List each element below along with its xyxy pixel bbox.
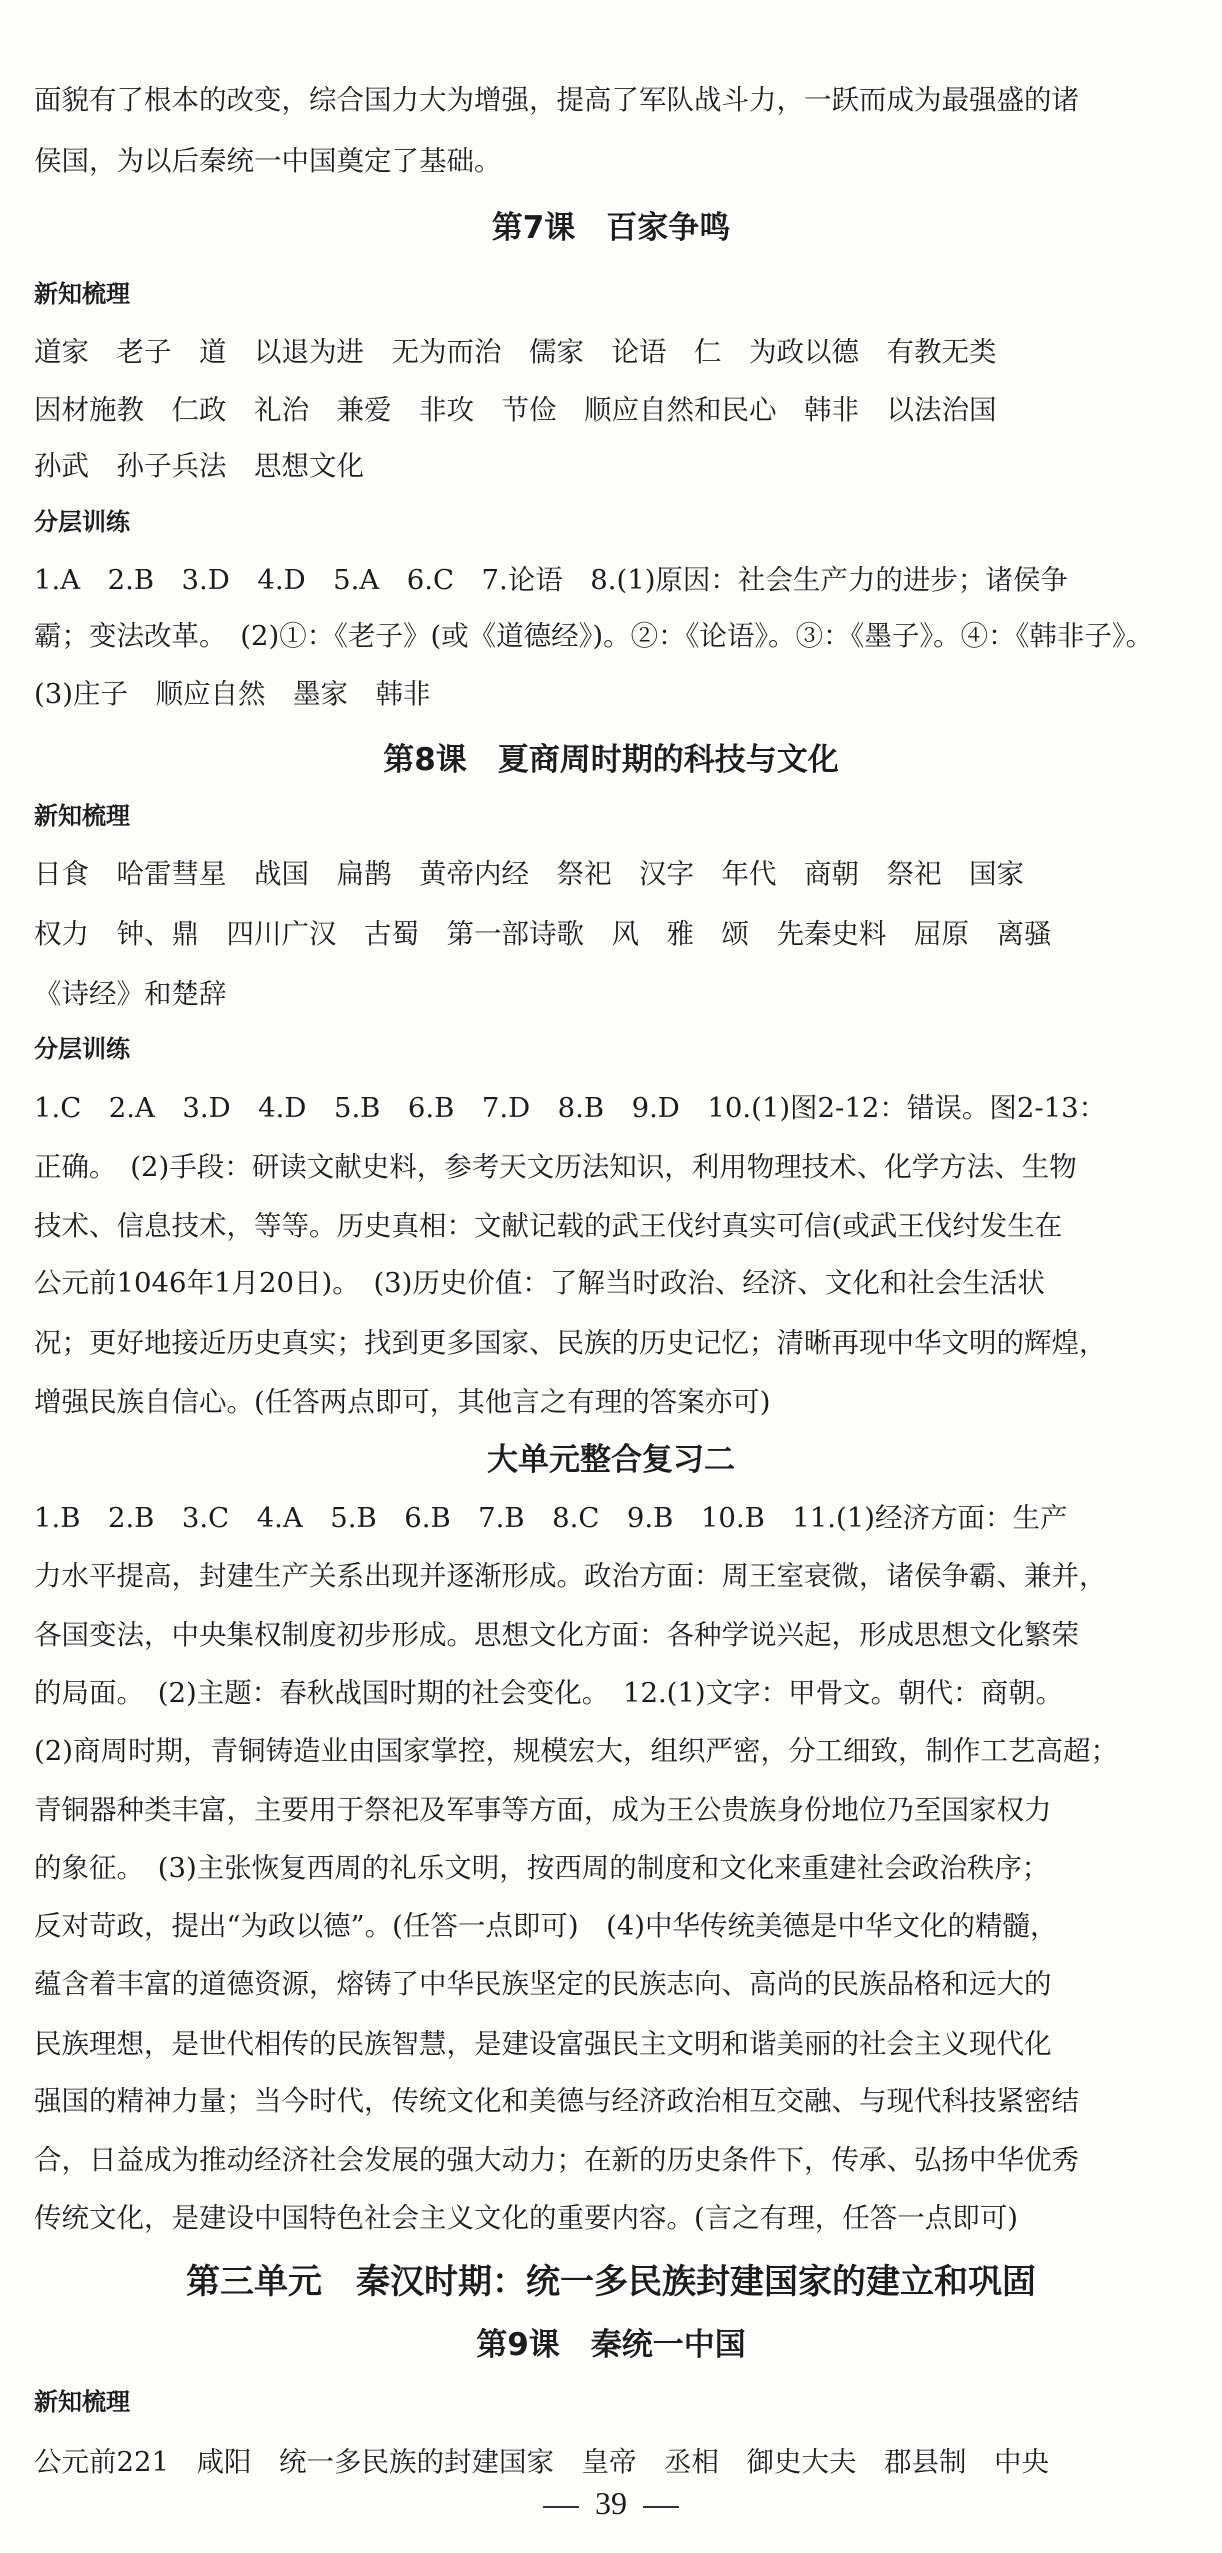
body-line: 面貌有了根本的改变，综合国力大为增强，提高了军队战斗力，一跃而成为最强盛的诸 xyxy=(34,84,1079,116)
page-number-dash-right xyxy=(643,2506,679,2508)
body-line: 力水平提高，封建生产关系出现并逐渐形成。政治方面：周王室衰微，诸侯争霸、兼并， xyxy=(34,1560,1107,1592)
body-line: 1.A 2.B 3.D 4.D 5.A 6.C 7.论语 8.(1)原因：社会生产力的进步；诸侯争 xyxy=(34,564,1068,596)
review-title: 大单元整合复习二 xyxy=(487,1442,735,1478)
body-line: 侯国，为以后秦统一中国奠定了基础。 xyxy=(34,145,502,177)
body-line: 的局面。 (2)主题：春秋战国时期的社会变化。 12.(1)文字：甲骨文。朝代：商朝。 xyxy=(34,1677,1064,1709)
page-number xyxy=(0,2483,1222,2523)
body-line: 公元前221 咸阳 统一多民族的封建国家 皇帝 丞相 御史大夫 郡县制 中央 xyxy=(34,2446,1049,2478)
section-heading: 新知梳理 xyxy=(34,280,130,308)
body-line: 强国的精神力量；当今时代，传统文化和美德与经济政治相互交融、与现代科技紧密结 xyxy=(34,2085,1079,2117)
body-line: 公元前1046年1月20日)。 (3)历史价值：了解当时政治、经济、文化和社会生活状 xyxy=(34,1267,1045,1299)
page-number-value: 39 xyxy=(595,2485,627,2521)
body-line: 蕴含着丰富的道德资源，熔铸了中华民族坚定的民族志向、高尚的民族品格和远大的 xyxy=(34,1968,1052,2000)
body-line: (2)商周时期，青铜铸造业由国家掌控，规模宏大，组织严密，分工细致，制作工艺高超； xyxy=(34,1735,1118,1767)
lesson-title: 第9课 秦统一中国 xyxy=(476,2327,746,2363)
section-heading: 新知梳理 xyxy=(34,2388,130,2416)
body-line: 因材施教 仁政 礼治 兼爱 非攻 节俭 顺应自然和民心 韩非 以法治国 xyxy=(34,394,997,426)
body-line: 民族理想，是世代相传的民族智慧，是建设富强民主文明和谐美丽的社会主义现代化 xyxy=(34,2028,1052,2060)
section-heading: 分层训练 xyxy=(34,1035,130,1063)
lesson-title: 第8课 夏商周时期的科技与文化 xyxy=(383,742,839,778)
body-line: 的象征。 (3)主张恢复西周的礼乐文明，按西周的制度和文化来重建社会政治秩序； xyxy=(34,1852,1050,1884)
section-heading: 新知梳理 xyxy=(34,802,130,830)
body-line: 权力 钟、鼎 四川广汉 古蜀 第一部诗歌 风 雅 颂 先秦史料 屈原 离骚 xyxy=(34,918,1052,950)
body-line: 《诗经》和楚辞 xyxy=(34,978,227,1010)
body-line: 技术、信息技术，等等。历史真相：文献记载的武王伐纣真实可信(或武王伐纣发生在 xyxy=(34,1210,1063,1242)
body-line: 孙武 孙子兵法 思想文化 xyxy=(34,450,364,482)
body-line: 日食 哈雷彗星 战国 扁鹊 黄帝内经 祭祀 汉字 年代 商朝 祭祀 国家 xyxy=(34,858,1024,890)
body-line: 合，日益成为推动经济社会发展的强大动力；在新的历史条件下，传承、弘扬中华优秀 xyxy=(34,2144,1079,2176)
body-line: 霸；变法改革。 (2)①：《老子》(或《道德经》)。②：《论语》。③：《墨子》。④：《韩非子》。 xyxy=(34,620,1154,652)
lesson-title: 第7课 百家争鸣 xyxy=(491,210,731,246)
body-line: 1.B 2.B 3.C 4.A 5.B 6.B 7.B 8.C 9.B 10.B 11.(1)经济方面：生产 xyxy=(34,1502,1068,1534)
body-line: 传统文化，是建设中国特色社会主义文化的重要内容。(言之有理，任答一点即可) xyxy=(34,2202,1018,2234)
body-line: 反对苛政，提出“为政以德”。(任答一点即可) (4)中华传统美德是中华文化的精髓， xyxy=(34,1910,1058,1942)
body-line: 增强民族自信心。(任答两点即可，其他言之有理的答案亦可) xyxy=(34,1386,771,1418)
body-line: 道家 老子 道 以退为进 无为而治 儒家 论语 仁 为政以德 有教无类 xyxy=(34,336,997,368)
body-line: 正确。 (2)手段：研读文献史料，参考天文历法知识，利用物理技术、化学方法、生物 xyxy=(34,1151,1077,1183)
body-line: 1.C 2.A 3.D 4.D 5.B 6.B 7.D 8.B 9.D 10.(1)图2-12：错误。图2-13： xyxy=(34,1092,1107,1124)
body-line: 青铜器种类丰富，主要用于祭祀及军事等方面，成为王公贵族身份地位乃至国家权力 xyxy=(34,1794,1052,1826)
body-line: 各国变法，中央集权制度初步形成。思想文化方面：各种学说兴起，形成思想文化繁荣 xyxy=(34,1619,1079,1651)
page-number-dash-left xyxy=(543,2506,579,2508)
unit-title: 第三单元 秦汉时期：统一多民族封建国家的建立和巩固 xyxy=(186,2262,1036,2302)
body-line: (3)庄子 顺应自然 墨家 韩非 xyxy=(34,678,431,710)
body-line: 况；更好地接近历史真实；找到更多国家、民族的历史记忆；清晰再现中华文明的辉煌， xyxy=(34,1327,1107,1359)
section-heading: 分层训练 xyxy=(34,508,130,536)
